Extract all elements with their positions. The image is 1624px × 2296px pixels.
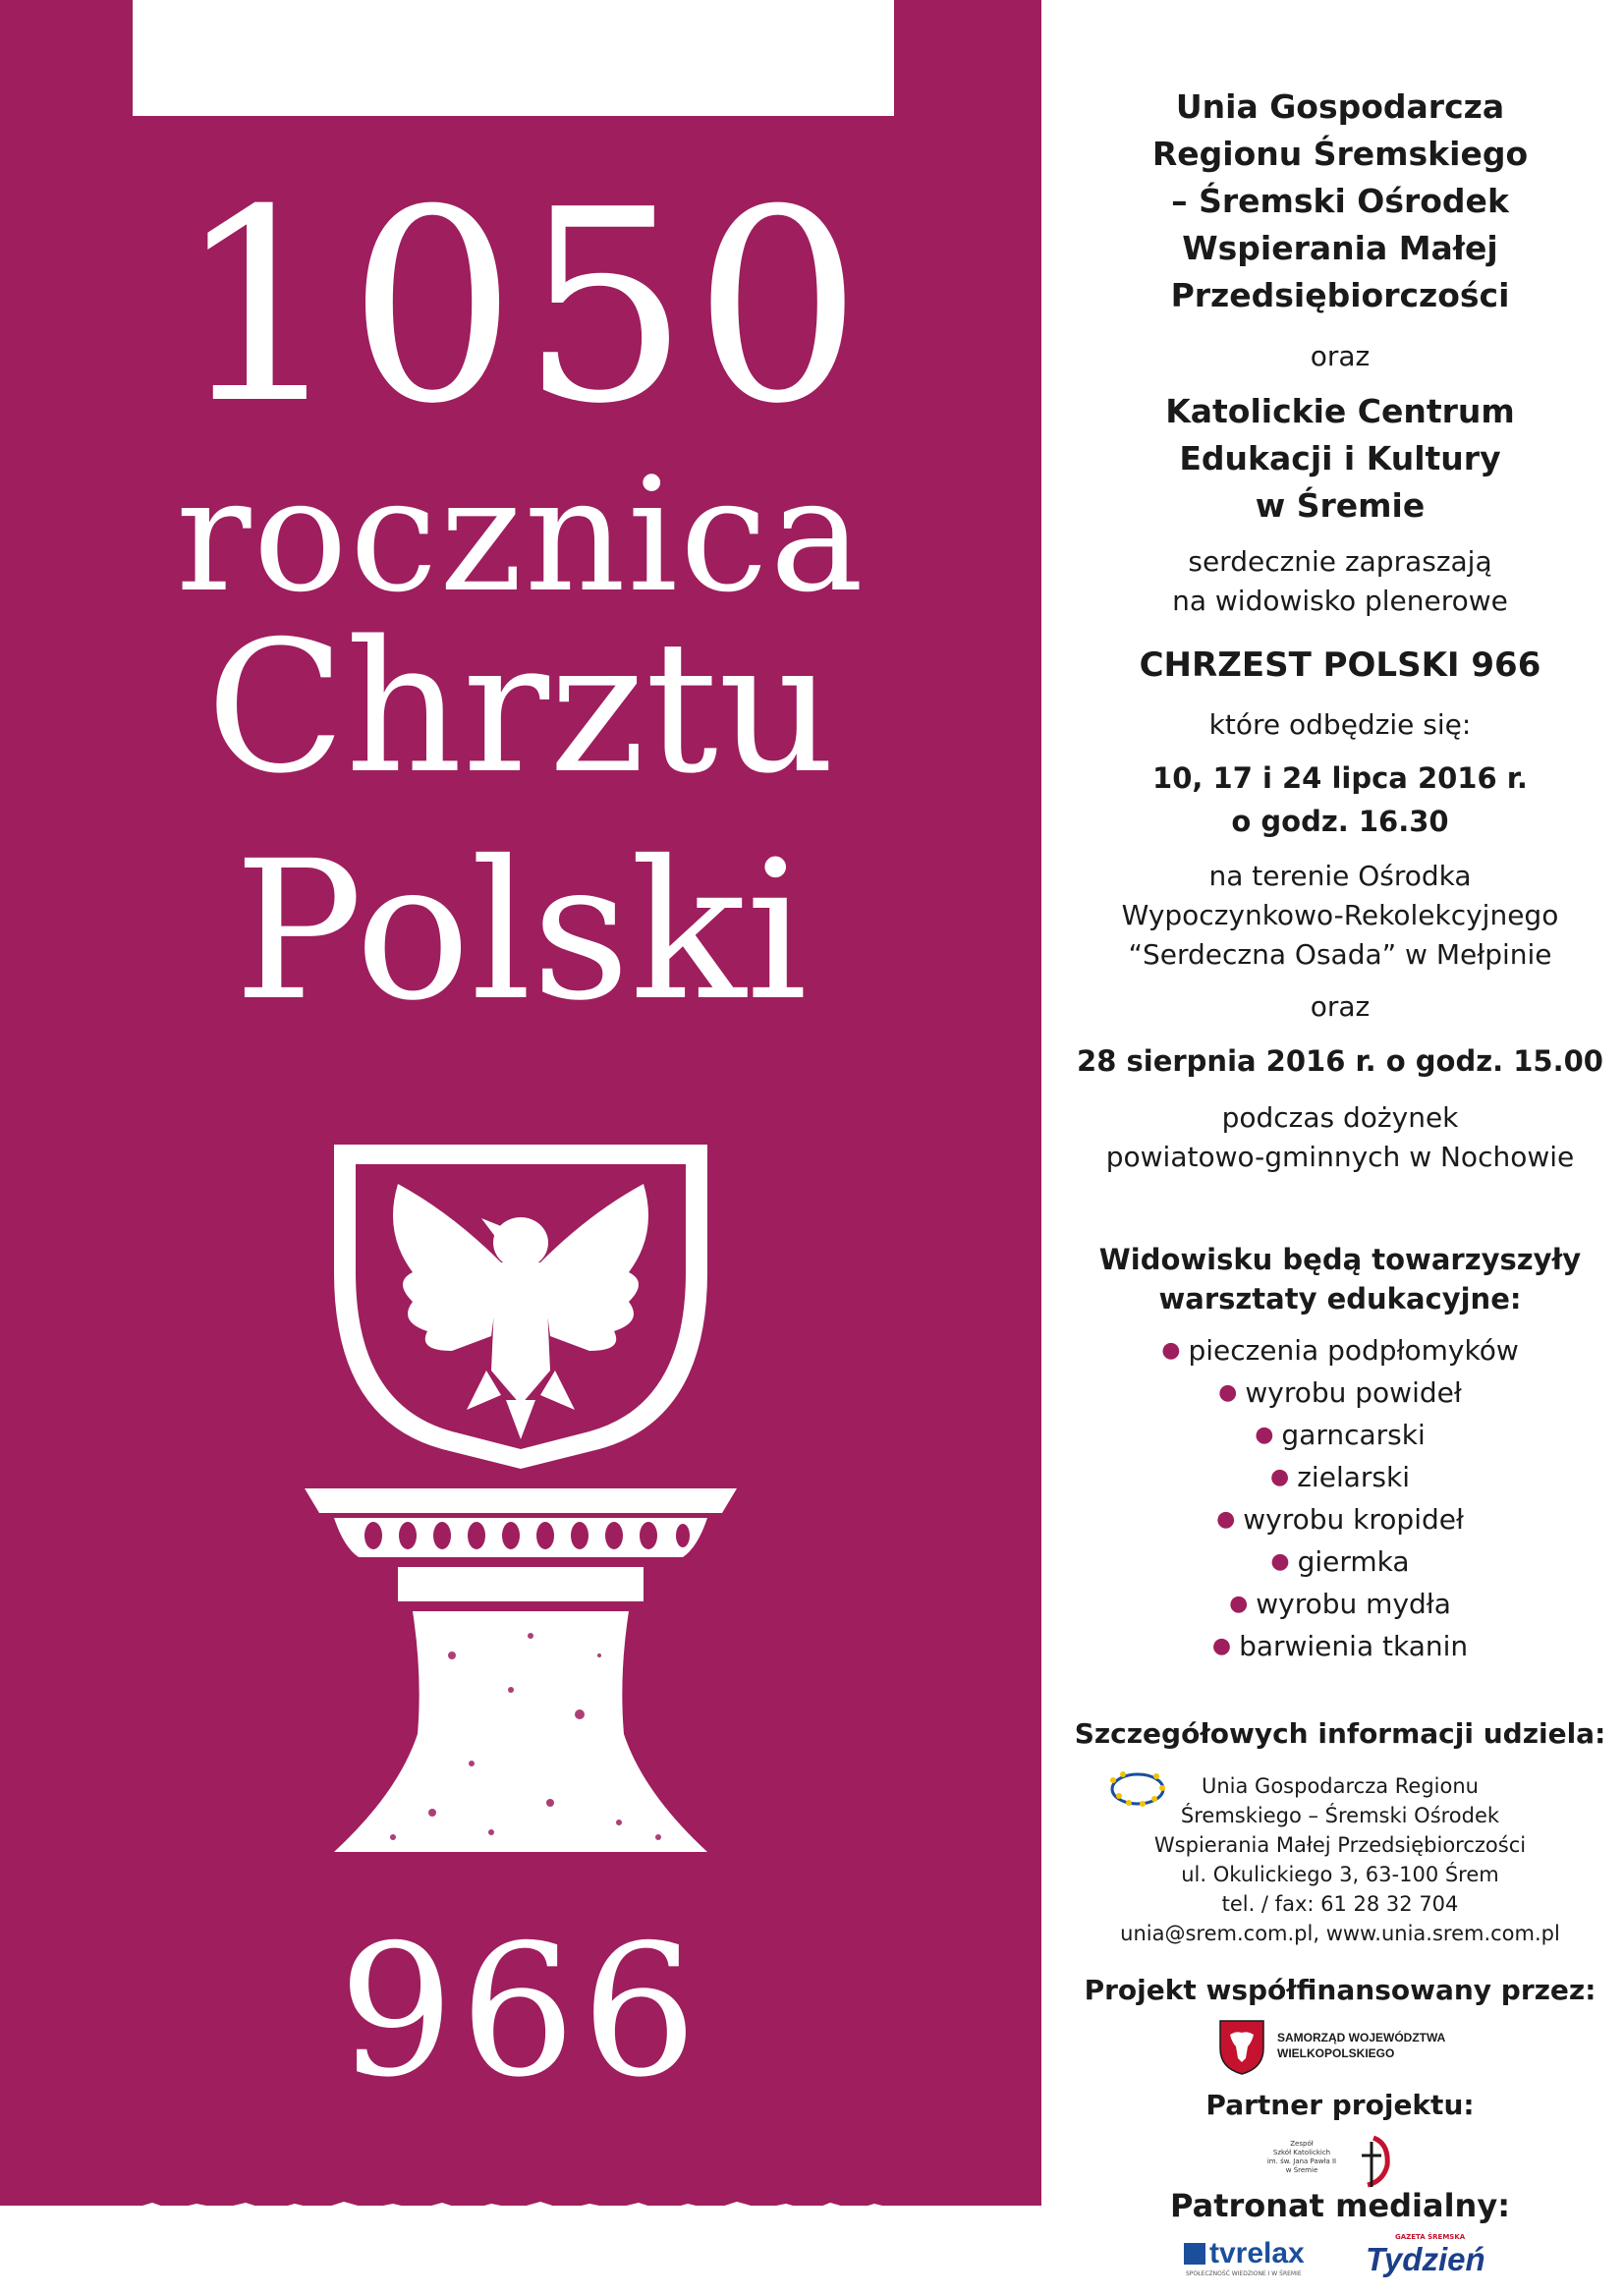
workshops-heading	[1056, 1240, 1624, 1318]
event-dates-line: o godz. 16.30	[1231, 805, 1449, 838]
event-place-2-line: podczas dożynek	[1221, 1101, 1459, 1134]
workshop-label: zielarski	[1297, 1461, 1410, 1493]
contact-line[interactable]: unia@srem.com.pl, www.unia.srem.com.pl	[1120, 1922, 1560, 1945]
grunge-edge-top	[133, 98, 894, 118]
tvrelax-mark-icon	[1184, 2243, 1205, 2265]
samorzad-text	[1277, 2030, 1445, 2061]
contact-line: tel. / fax: 61 28 32 704	[1221, 1892, 1459, 1916]
samorzad-line: SAMORZĄD WOJEWÓDZTWA	[1277, 2031, 1446, 2044]
event-place-line: “Serdeczna Osada” w Mełpinie	[1128, 938, 1552, 971]
workshops-list	[1056, 1331, 1624, 1669]
conjunction-oraz-2: oraz	[1310, 990, 1371, 1023]
contact-line: Śremskiego – Śremski Ośrodek	[1180, 1804, 1500, 1827]
list-item	[1056, 1458, 1624, 1500]
workshop-label: giermka	[1297, 1545, 1410, 1578]
bullet-icon: ●	[1161, 1338, 1181, 1363]
tvrelax-logo	[1184, 2237, 1305, 2270]
workshop-label: wyrobu powideł	[1245, 1376, 1462, 1409]
tydzien-logo	[1366, 2233, 1503, 2278]
list-item	[1056, 1500, 1624, 1542]
bullet-icon: ●	[1218, 1380, 1238, 1405]
workshop-label: pieczenia podpłomyków	[1188, 1334, 1519, 1367]
event-when-label: które odbędzie się:	[1208, 708, 1472, 741]
organizer-2-line: w Śremie	[1255, 486, 1426, 525]
bullet-icon: ●	[1229, 1592, 1249, 1616]
list-item	[1056, 1331, 1624, 1373]
media-patronage-heading: Patronat medialny:	[1170, 2187, 1510, 2224]
organizer-1-line: – Śremski Ośrodek	[1171, 182, 1509, 220]
conjunction-oraz: oraz	[1310, 340, 1371, 372]
tvrelax-name: tvrelax	[1209, 2237, 1305, 2269]
school-cross-icon	[1354, 2134, 1393, 2191]
organizer-1-line: Przedsiębiorczości	[1170, 276, 1510, 314]
samorzad-logo	[1218, 2019, 1474, 2078]
event-place	[1056, 857, 1624, 975]
organizer-2-line: Edukacji i Kultury	[1179, 439, 1501, 477]
organizer-2-line: Katolickie Centrum	[1165, 392, 1515, 430]
title-966: 966	[338, 1905, 703, 2117]
event-place-2	[1056, 1098, 1624, 1177]
partner-logo-line: w Śremie	[1285, 2166, 1318, 2174]
contact-line: Wspierania Małej Przedsiębiorczości	[1153, 1833, 1527, 1857]
list-item	[1056, 1627, 1624, 1669]
wielkopolska-crest-icon	[1218, 2019, 1265, 2076]
event-place-line: na terenie Ośrodka	[1208, 860, 1472, 892]
workshop-label: garncarski	[1281, 1419, 1426, 1451]
cofinancing-heading: Projekt współfinansowany przez:	[1084, 1974, 1596, 2006]
event-dates-line: 10, 17 i 24 lipca 2016 r.	[1152, 761, 1528, 795]
title-1050: 1050	[175, 152, 867, 462]
organizer-1	[1056, 84, 1624, 319]
partner-logo-line: im. św. Jana Pawła II	[1266, 2157, 1337, 2165]
event-place-2-line: powiatowo-gminnych w Nochowie	[1105, 1141, 1575, 1173]
title-rocznica: rocznica	[176, 443, 866, 627]
partner-logo-text	[1248, 2140, 1356, 2175]
invitation-text	[1056, 542, 1624, 621]
partner-logo-line: Szkół Katolickich	[1272, 2149, 1331, 2156]
event-name: CHRZEST POLSKI 966	[1139, 645, 1541, 685]
invitation-line: serdecznie zapraszają	[1188, 545, 1492, 578]
contact-line: ul. Okulickiego 3, 63-100 Śrem	[1181, 1863, 1499, 1886]
bottom-white-strip	[133, 2206, 894, 2296]
title-chrztu: Chrztu	[205, 601, 836, 813]
eagle-column-emblem	[305, 1125, 737, 1891]
grunge-edge-bottom	[133, 2199, 894, 2218]
bullet-icon: ●	[1255, 1423, 1274, 1447]
tvrelax-subtitle: SPOŁECZNOŚĆ WIEDZIONE I W ŚREMIE	[1186, 2270, 1302, 2277]
organizer-2	[1056, 388, 1624, 530]
organizer-1-line: Regionu Śremskiego	[1151, 135, 1529, 173]
workshops-heading-line: warsztaty edukacyjne:	[1158, 1282, 1522, 1316]
partner-heading: Partner projektu:	[1205, 2089, 1475, 2121]
partner-logo-line: Zespół	[1290, 2140, 1314, 2148]
event-dates	[1056, 756, 1624, 843]
workshop-label: barwienia tkanin	[1239, 1630, 1469, 1662]
organizer-1-line: Unia Gospodarcza	[1175, 87, 1505, 126]
invitation-line: na widowisko plenerowe	[1172, 585, 1508, 617]
tydzien-subtitle: GAZETA ŚREMSKA	[1395, 2233, 1466, 2241]
list-item	[1056, 1373, 1624, 1416]
workshops-heading-line: Widowisku będą towarzyszyły	[1098, 1243, 1582, 1276]
organizer-1-line: Wspierania Małej	[1182, 229, 1498, 267]
samorzad-line: WIELKOPOLSKIEGO	[1277, 2046, 1395, 2060]
list-item	[1056, 1585, 1624, 1627]
event-date-2: 28 sierpnia 2016 r. o godz. 15.00	[1077, 1044, 1603, 1078]
info-column	[1056, 0, 1624, 2296]
workshop-label: wyrobu mydła	[1256, 1588, 1451, 1620]
bullet-icon: ●	[1270, 1549, 1290, 1574]
tydzien-name: Tydzień	[1366, 2241, 1485, 2277]
contact-line: Unia Gospodarcza Regionu	[1202, 1774, 1479, 1798]
list-item	[1056, 1416, 1624, 1458]
bullet-icon: ●	[1211, 1634, 1232, 1658]
workshop-label: wyrobu kropideł	[1243, 1503, 1464, 1536]
contact-heading: Szczegółowych informacji udziela:	[1074, 1717, 1606, 1750]
event-place-line: Wypoczynkowo-Rekolekcyjnego	[1121, 899, 1559, 931]
list-item	[1056, 1542, 1624, 1585]
title-polski: Polski	[234, 819, 808, 1042]
media-logos	[1184, 2233, 1508, 2282]
contact-details	[1056, 1771, 1624, 1948]
bullet-icon: ●	[1216, 1507, 1236, 1532]
bullet-icon: ●	[1270, 1465, 1290, 1489]
